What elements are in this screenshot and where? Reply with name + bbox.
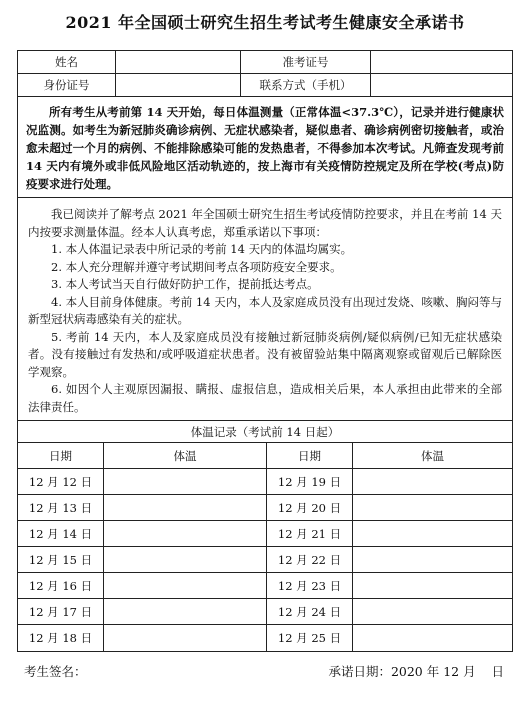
temperature-row: [18, 495, 512, 521]
date-cell: 12 月 19 日: [267, 469, 353, 494]
notice-text: 所有考生从考前第 14 天开始，每日体温测量（正常体温<37.3℃），记录并进行健康状况监测。如考生为新冠肺炎确诊病例、无症状感染者，疑似患者、确诊病例密切接触者，或治愈未超过一个月的病例、不能排除感染可能的发热患者，不得参加本次考试。凡筛查发现考前 14 天内有境外或非低风险地区活动轨迹的，按上海市有关疫情防控规定及所在学校(考点)防疫要求进行处理。: [26, 105, 504, 191]
header-temp-1: 体温: [104, 443, 267, 468]
commitment-form: [17, 50, 513, 652]
date-cell: 12 月 21 日: [267, 521, 353, 546]
name-label: 姓名: [18, 51, 116, 73]
info-row-2: [18, 74, 512, 97]
temperature-row: [18, 599, 512, 625]
temp-cell[interactable]: [104, 599, 267, 624]
temperature-row: [18, 521, 512, 547]
temperature-row: [18, 625, 512, 651]
temp-cell[interactable]: [104, 469, 267, 494]
temp-cell[interactable]: [104, 547, 267, 572]
date-cell: 12 月 13 日: [18, 495, 104, 520]
name-field[interactable]: [116, 51, 241, 73]
temperature-header-row: [18, 443, 512, 469]
temp-cell[interactable]: [353, 547, 512, 572]
date-cell: 12 月 12 日: [18, 469, 104, 494]
temp-cell[interactable]: [353, 573, 512, 598]
temperature-row: [18, 469, 512, 495]
pledge-intro: 我已阅读并了解考点 2021 年全国硕士研究生招生考试疫情防控要求，并且在考前 14 天内按要求测量体温。经本人认真考虑，郑重承诺以下事项：: [28, 207, 502, 239]
pledge-item: 4. 本人目前身体健康。考前 14 天内，本人及家庭成员没有出现过发烧、咳嗽、胸闷等与新型冠状病毒感染有关的症状。: [28, 294, 502, 326]
date-cell: 12 月 23 日: [267, 573, 353, 598]
date-cell: 12 月 17 日: [18, 599, 104, 624]
temp-cell[interactable]: [104, 573, 267, 598]
temp-cell[interactable]: [104, 625, 267, 651]
date-cell: 12 月 22 日: [267, 547, 353, 572]
temp-cell[interactable]: [353, 625, 512, 651]
date-cell: 12 月 18 日: [18, 625, 104, 651]
header-date-1: 日期: [18, 443, 104, 468]
id-field[interactable]: [116, 74, 241, 96]
contact-label: 联系方式（手机）: [241, 74, 371, 96]
commitment-date: 承诺日期：2020 年 12 月 日: [328, 664, 504, 679]
date-cell: 12 月 20 日: [267, 495, 353, 520]
date-cell: 12 月 14 日: [18, 521, 104, 546]
info-row-1: [18, 51, 512, 74]
pledge-item: 3. 本人考试当天自行做好防护工作，提前抵达考点。: [51, 277, 319, 291]
temp-cell[interactable]: [104, 521, 267, 546]
notice-row: [18, 97, 512, 198]
temperature-title: 体温记录（考试前 14 日起）: [190, 424, 340, 439]
date-cell: 12 月 16 日: [18, 573, 104, 598]
signature-label: 考生签名：: [24, 664, 87, 679]
date-cell: 12 月 24 日: [267, 599, 353, 624]
temperature-title-row: [18, 421, 512, 443]
date-cell: 12 月 25 日: [267, 625, 353, 651]
document-title: 2021 年全国硕士研究生招生考试考生健康安全承诺书: [65, 13, 465, 32]
temp-cell[interactable]: [353, 599, 512, 624]
temp-cell[interactable]: [353, 495, 512, 520]
id-label: 身份证号: [18, 74, 116, 96]
date-cell: 12 月 15 日: [18, 547, 104, 572]
header-temp-2: 体温: [421, 448, 444, 463]
temp-cell[interactable]: [353, 469, 512, 494]
temp-cell[interactable]: [104, 495, 267, 520]
contact-field[interactable]: [371, 74, 512, 96]
exam-no-field[interactable]: [371, 51, 512, 73]
temperature-row: [18, 547, 512, 573]
pledge-row: [18, 198, 512, 421]
pledge-item: 2. 本人充分理解并遵守考试期间考点各项防疫安全要求。: [51, 259, 342, 274]
pledge-item: 5. 考前 14 天内，本人及家庭成员没有接触过新冠肺炎病例/疑似病例/已知无症状感染者。没有接触过有发热和/或呼吸道症状患者。没有被留验站集中隔离观察或留观后已解除医学观察。: [28, 329, 502, 379]
temperature-row: [18, 573, 512, 599]
pledge-text: [18, 198, 512, 420]
exam-no-label: 准考证号: [241, 51, 371, 73]
header-date-2: 日期: [267, 443, 353, 468]
pledge-item: 1. 本人体温记录表中所记录的考前 14 天内的体温均属实。: [51, 242, 353, 256]
temp-cell[interactable]: [353, 521, 512, 546]
pledge-item: 6. 如因个人主观原因漏报、瞒报、虚报信息，造成相关后果，本人承担由此带来的全部法律责任。: [28, 382, 502, 414]
